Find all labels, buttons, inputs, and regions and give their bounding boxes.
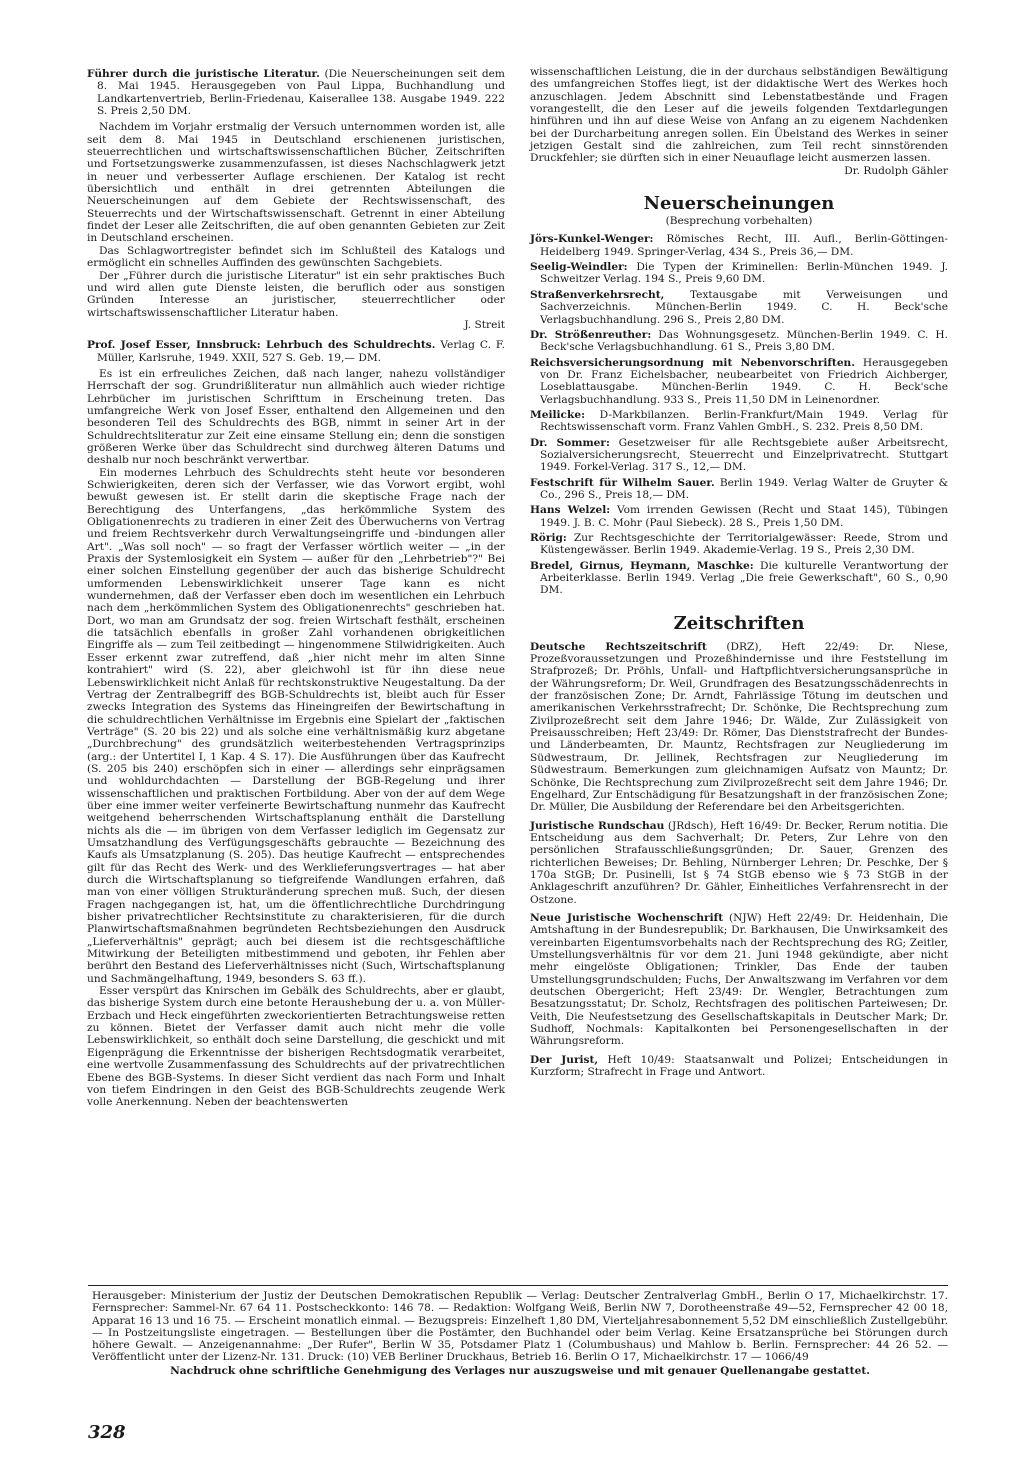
reprint-notice: Nachdruck ohne schriftliche Genehmigung des Verlages nur auszugsweise und mit genauer Quellenangabe gestattet. bbox=[170, 1364, 870, 1377]
review-paragraph: Nachdem im Vorjahr erstmalig der Versuch unternommen worden ist, alle seit dem 8. Mai 1945 in Deutschland erschienenen juristischen, steuerrechtlichen und wirtschaftswissenschaftlichen Bücher, Zeitschriften und Fortsetzungswerke zusammenzufassen, ist dieses Nachschlagwerk jetzt in neuer und verbesserter Auflage erschienen. Der Katalog ist recht übersichtlich und enthält in drei getrennten Abteilungen die Neuerscheinungen auf dem Gebiete der Rechtswissenschaft, des Steuerrechts und der Wirtschaftswissenschaft. Getrennt in einer Abteilung findet der Leser alle Zeitschriften, die auf oben genannten Gebieten zur Zeit in Deutschland erscheinen. bbox=[87, 121, 505, 245]
review-title: Führer durch die juristische Literatur. bbox=[87, 68, 320, 80]
right-column bbox=[530, 66, 948, 1084]
journals-list bbox=[530, 641, 948, 1079]
list-item: Reichsversicherungsordnung mit Nebenvorschriften. Herausgegeben von Dr. Franz Eichelsbacher, neubearbeitet von Friedrich Aichberger, Loseblattausgabe. München-Berlin 1949. C. H. Beck'sche Verlagsbuchhandlung. 933 S., Preis 11,50 DM in Leinenordner. bbox=[530, 356, 948, 406]
left-column bbox=[87, 68, 505, 1109]
review-heading: Führer durch die juristische Literatur. (Die Neuerscheinungen seit dem 8. Mai 1945. Herausgegeben von Paul Lippa, Buchhandlung und Landkartenvertrieb, Berlin-Friedenau, Kaiserallee 138. Ausgabe 1949. 222 S. Preis 2,50 DM. bbox=[87, 68, 505, 118]
section-subtitle: (Besprechung vorbehalten) bbox=[665, 215, 813, 228]
page-number: 328 bbox=[88, 1422, 126, 1443]
review-paragraph: Esser verspürt das Knirschen im Gebälk des Schuldrechts, aber er glaubt, das bisherige System durch eine betonte Heraushebung der u. a. von Müller-Erzbach und Heck eingeführten zweckorientierten Betrachtungsweise retten zu können. Bietet der Verfasser damit auch nicht mehr die volle Lebenswirklichkeit, so enthält doch seine Darstellung, die geschickt und mit Eigenprägung die Erkenntnisse der bisherigen Rechtsdogmatik verarbeitet, eine wertvolle Zusammenfassung des Schuldrechts auf der privatrechtlichen Ebene des BGB-Systems. In dieser Sicht verdient das nach Form und Inhalt von tiefem Eindringen in den Geist des BGB-Schuldrechts zeugende Werk volle Anerkennung. Neben der beachtenswerten bbox=[87, 985, 505, 1109]
review-paragraph: Der „Führer durch die juristische Literatur" ist ein sehr praktisches Buch und wird allen gute Dienste leisten, die beruflich oder aus sonstigen Gründen Interesse an juristischer, steuerrechtlicher oder wirtschaftswissenschaftlicher Literatur haben. bbox=[87, 269, 505, 319]
imprint-footer bbox=[92, 1290, 948, 1377]
list-item: Rörig: Zur Rechtsgeschichte der Territorialgewässer: Reede, Strom und Küstengewässer. Berlin 1949. Akademie-Verlag. 19 S., Preis 2,30 DM. bbox=[530, 532, 948, 557]
new-publications-list bbox=[530, 233, 948, 596]
list-item: Festschrift für Wilhelm Sauer. Berlin 1949. Verlag Walter de Gruyter & Co., 296 S., Preis 18,— DM. bbox=[530, 476, 949, 501]
list-item: Dr. Strößenreuther: Das Wohnungsgesetz. München-Berlin 1949. C. H. Beck'sche Verlagsbuchhandlung. 61 S., Preis 3,80 DM. bbox=[530, 328, 948, 354]
imprint-text: Herausgeber: Ministerium der Justiz der Deutschen Demokratischen Republik — Verlag: Deutscher Zentralverlag GmbH., Berlin O 17, Michaelkirchstr. 17. Fernsprecher: Sammel-Nr. 67 64 11. Postscheckkonto: 146 78. — Redaktion: Wolfgang Weiß, Berlin NW 7, Dorotheenstraße 49—52, Fernsprecher 42 00 18, Apparat 16 13 und 16 75. — Erscheint monatlich einmal. — Bezugspreis: Einzelheft 1,80 DM, Vierteljahresabonnement 5,52 DM einschließlich Zustellgebühr. — In Postzeitungsliste eingetragen. — Bestellungen über die Postämter, den Buchhandel oder beim Verlag. Keine Ersatzansprüche bei Störungen durch höhere Gewalt. — Anzeigenannahme: „Der Rufer", Berlin W 35, Potsdamer Platz 1 (Columbushaus) und Mahlow b. Berlin. Fernsprecher: 44 26 52. — Veröffentlicht unter der Lizenz-Nr. 131. Druck: (10) VEB Berliner Druckhaus, Betrieb 16. Berlin O 17, Michaelkirchstr. 17 — 1066/49 bbox=[92, 1290, 948, 1364]
list-item: Neue Juristische Wochenschrift (NJW) Heft 22/49: Dr. Heidenhain, Die Amtshaftung in der Bundesrepublik; Dr. Barkhausen, Die Unwirksamkeit des vereinbarten Eigentumsvorbehalts nach der Rechtsprechung des RG; Zeitler, Umstellungsverhältnis für vor dem 21. Juni 1948 gekündigte, aber nicht mehr eingelöste Obligationen; Trinkler, Das Ende der tauben Umstellungsgrundschulden; Fuchs, Der Anwaltszwang im Verfahren vor dem deutschen Obergericht; Heft 23/49: Dr. Wengler, Betrachtungen zum Besatzungsstatut; Dr. Scholz, Rechtsfragen des politischen Parteiwesen; Dr. Veith, Die Neufestsetzung des Gesellschaftskapitals in Deutscher Mark; Dr. Sudhoff, Nochmals: Kapitalkonten bei Personengesellschaften in der Währungsreform. bbox=[530, 911, 948, 1048]
list-item: Meilicke: D-Markbilanzen. Berlin-Frankfurt/Main 1949. Verlag für Rechtswissenschaft vorm. Franz Vahlen GmbH., S. 232. Preis 8,50 DM. bbox=[530, 408, 948, 434]
review-continuation: wissenschaftlichen Leistung, die in der durchaus selbständigen Bewältigung des umfangreichen Stoffes liegt, ist der didaktische Wert des Werkes hoch anzuschlagen. Jedem Abschnitt sind Lebenstatbestände und Fragen vorangestellt, die den Leser auf die jeweils folgenden Textdarlegungen hinführen und ihn auf diese Weise von Anfang an zu eigenem Nachdenken bei der Durcharbeitung anregen sollen. Ein Übelstand des Werkes in seiner jetzigen Gestalt sind die zahlreichen, zum Teil recht sinnstörenden Druckfehler; sie dürften sich in einer Neuauflage leicht ausmerzen lassen. bbox=[530, 66, 948, 165]
review-paragraph: Es ist ein erfreuliches Zeichen, daß nach langer, nahezu vollständiger Herrschaft der sog. Grundrißliteratur nun allmählich auch wieder richtige Lehrbücher im juristischen Schrifttum in Erscheinung treten. Das umfangreiche Werk von Josef Esser, enthaltend den Allgemeinen und den besonderen Teil des Schuldrechts des BGB, nimmt in seiner Art in der Schuldrechtsliteratur zur Zeit eine einsame Stellung ein; denn die sonstigen größeren Werke über das Schuldrecht sind durchweg älteren Datums und deshalb nur noch beschränkt verwertbar. bbox=[87, 367, 505, 467]
review-title: Prof. Josef Esser, Innsbruck: Lehrbuch des Schuldrechts. bbox=[87, 339, 436, 352]
review-heading: Prof. Josef Esser, Innsbruck: Lehrbuch des Schuldrechts. Verlag C. F. Müller, Karlsruhe, 1949. XXII, 527 S. Geb. 19,— DM. bbox=[87, 339, 505, 364]
reviewer-signature: Dr. Rudolph Gähler bbox=[844, 164, 948, 177]
section-title-neuerscheinungen: Neuerscheinungen bbox=[643, 193, 835, 215]
review-paragraph: Das Schlagwortregister befindet sich im Schlußteil des Katalogs und ermöglicht ein schnelles Auffinden des gewünschten Sachgebiets. bbox=[87, 244, 505, 270]
list-item: Seelig-Weindler: Die Typen der Kriminellen: Berlin-München 1949. J. Schweitzer Verlag. 194 S., Preis 9,60 DM. bbox=[530, 261, 948, 286]
list-item: Juristische Rundschau (JRdsch), Heft 16/49: Dr. Becker, Rerum notitia. Die Entscheidung aus dem Sachverhalt; Dr. Peters, Zur Lehre von den persönlichen Strafausschließungsgründen; Dr. Sauer, Grenzen des richterlichen Beweises; Dr. Behling, Nürnberger Lehren; Dr. Peschke, Der § 170a StGB; Dr. Pusinelli, Ist § 74 StGB ebenso wie § 73 StGB in der Anklageschrift anzuführen? Dr. Gähler, Einheitliches Verfahrensrecht in der Ostzone. bbox=[530, 819, 948, 906]
section-title-zeitschriften: Zeitschriften bbox=[673, 612, 805, 634]
list-item: Jörs-Kunkel-Wenger: Römisches Recht, III. Aufl., Berlin-Göttingen-Heidelberg 1949. Springer-Verlag, 434 S., Preis 36,— DM. bbox=[530, 233, 948, 258]
list-item: Hans Welzel: Vom irrenden Gewissen (Recht und Staat 145), Tübingen 1949. J. B. C. Mohr (Paul Siebeck). 28 S., Preis 1,50 DM. bbox=[530, 504, 949, 529]
reviewer-signature: J. Streit bbox=[464, 318, 505, 331]
review-paragraph: Ein modernes Lehrbuch des Schuldrechts steht heute vor besonderen Schwierigkeiten, deren sich der Verfasser, wie das Vorwort ergibt, wohl bewußt gewesen ist. Er stellt darin die skeptische Frage nach der Berechtigung des Unterfangens, „das herkömmliche System des Obligationenrechts zu tradieren in einer Zeit des Überwucherns von Vertrag und freiem Rechtsverkehr durch Verwaltungseingriffe und -bindungen aller Art". „Was soll noch" — so fragt der Verfasser wörtlich weiter — „in der Praxis der Systemlosigkeit ein System — außer für den „Lehrbetrieb"?" Bei einer solchen Einstellung gegenüber der auch das bisherige Schuldrecht umformenden Lebenswirklichkeit unserer Tage kann es nicht wundernehmen, daß der Verfasser eben doch im wesentlichen ein Lehrbuch nach dem „herkömmlichen System des Obligationenrechts" geschrieben hat. Dort, wo man am Grundsatz der sog. freien Wirtschaft festhält, erscheinen die tatsächlich ebenfalls in großer Zahl vorhandenen obrigkeitlichen Eingriffe als — zum Teil zeitbedingt — hingenommene Stilwidrigkeiten. Auch Esser erkennt zwar zutreffend, daß „hier nicht mehr im alten Sinne kontrahiert" wird (S. 22), aber gleichwohl ist für ihn diese neue Lebenswirklichkeit nicht Anlaß für rechtskonstruktive Neugestaltung. Da der Vertrag der Zentralbegriff des BGB-Schuldrechts ist, bleibt auch für Esser zwecks Integration des Systems das Hineingreifen der Bewirtschaftung in die schuldrechtlichen Verhältnisse im Ergebnis eine Spielart der „faktischen Verträge" (S. 20 bis 22) und als solche eine verhältnismäßig kurz abgetane „Durchbrechung" des grundsätzlich weiterbestehenden Vertragsprinzips (arg.: der Untertitel I, 1 Kap. 4 S. 17). Die Ausführungen über das Kaufrecht (S. 205 bis 240) erschöpfen sich in einer — allerdings sehr einprägsamen und wohldurchdachten — Darstellung der BGB-Regelung und ihrer wissenschaftlichen und praktischen Fortbildung. Aber von der auf dem Wege über eine immer weiter verfeinerte Bewirtschaftung nunmehr das Kaufrecht weitgehend beherrschenden Wirtschaftsplanung enthält die Darstellung nichts als die — im übrigen von dem Verfasser lediglich im Gegensatz zur Umsatzhandlung des Verfügungsgeschäfts gebrauchte — Bezeichnung des Kaufs als Umsatzplanung (S. 205). Das heutige Kaufrecht — entsprechendes gilt für das Recht des Werk- und des Werklieferungsvertrages — hat aber durch die Wirtschaftsplanung so tiefgreifende Wandlungen erfahren, daß man von einer völligen Strukturänderung sprechen muß. Such, der diesen Fragen nachgegangen ist, hat, um die öffentlichrechtliche Durchdringung bisher privatrechtlicher Rechtsinstitute zu charakterisieren, für die durch Planwirtschaftsmaßnahmen begründeten Rechtsbeziehungen den Ausdruck „Lieferverhältnis" geprägt; auch bei diesem ist die rechtsgeschäftliche Mitwirkung der Beteiligten mitbestimmend und geboten, ihr Fehlen aber berührt den Bestand des Lieferverhältnisses nicht (Such, Wirtschaftsplanung und Sachmängelhaftung, 1949, besonders S. 63 ff.). bbox=[87, 466, 505, 985]
list-item: Der Jurist, Heft 10/49: Staatsanwalt und Polizei; Entscheidungen in Kurzform; Strafrecht in Frage und Antwort. bbox=[530, 1053, 948, 1079]
list-item: Deutsche Rechtszeitschrift (DRZ), Heft 22/49: Dr. Niese, Prozeßvoraussetzungen und Prozeßhindernisse und ihre Feststellung im Strafprozeß; Dr. Pröhls, Unfall- und Haftpflichtversicherungsansprüche in der Währungsreform; Dr. Weil, Grundfragen des Besatzungsschädenrechts in der französischen Zone; Dr. Arndt, Fahrlässige Tötung im deutschen und amerikanischen Verkehrsstrafrecht; Dr. Schönke, Die Rechtsprechung zum Zivilprozeßrecht seit dem Jahre 1946; Dr. Wälde, Zur Zulässigkeit von Preisausschreiben; Heft 23/49: Dr. Römer, Das Dienststrafrecht der Bundes- und Länderbeamten, Dr. Mauntz, Rechtsfragen zur Neugliederung im Südwestraum, Dr. Jellinek, Rechtsfragen zur Neugliederung im Südwestraum. Bemerkungen zum gleichnamigen Aufsatz von Mauntz; Dr. Schönke, Die Rechtsprechung zum Zivilprozeßrecht seit dem Jahre 1946; Dr. Engelhard, Zur Entschädigung für Besatzungshaft in der französischen Zone; Dr. Müller, Die Ausbildung der Referendare bei den Arbeitsgerichten. bbox=[530, 640, 949, 814]
list-item: Straßenverkehrsrecht, Textausgabe mit Verweisungen und Sachverzeichnis. München-Berlin 1949. C. H. Beck'sche Verlagsbuchhandlung. 296 S., Preis 2,80 DM. bbox=[530, 288, 948, 326]
list-item: Bredel, Girnus, Heymann, Maschke: Die kulturelle Verantwortung der Arbeiterklasse. Berlin 1949. Verlag „Die freie Gewerkschaft", 60 S., 0,90 DM. bbox=[530, 559, 949, 597]
footer-divider bbox=[88, 1285, 948, 1286]
list-item: Dr. Sommer: Gesetzweiser für alle Rechtsgebiete außer Arbeitsrecht, Sozialversicherungsrecht, Steuerrecht und Einzelprivatrecht. Stuttgart 1949. Forkel-Verlag. 317 S., 12,— DM. bbox=[530, 436, 949, 474]
